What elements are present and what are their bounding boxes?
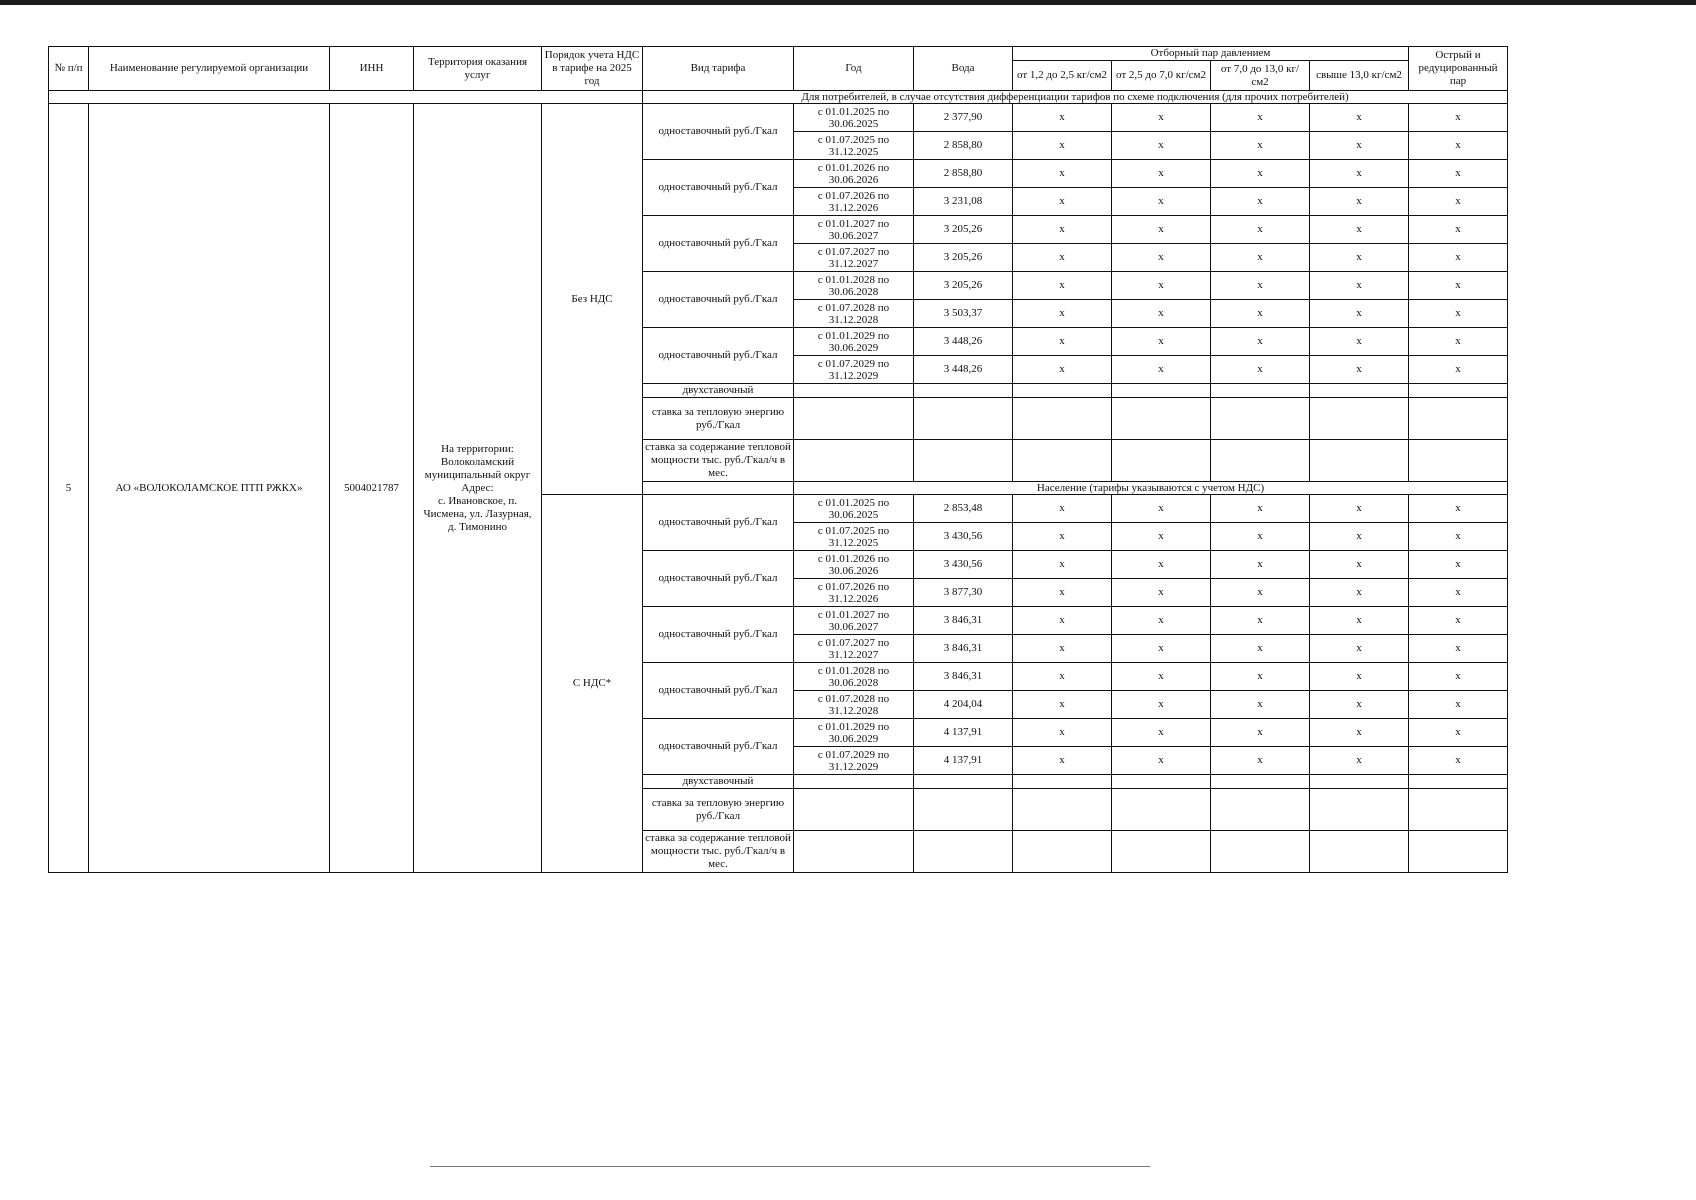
empty-cell: [1013, 398, 1112, 440]
period-cell: с 01.01.2026 по 30.06.2026: [794, 551, 914, 579]
x-mark: x: [1409, 188, 1508, 216]
water-value: 4 137,91: [914, 719, 1013, 747]
water-value: 3 231,08: [914, 188, 1013, 216]
empty-cell: [1409, 398, 1508, 440]
empty-cell: [1409, 789, 1508, 831]
empty-cell: [1112, 384, 1211, 398]
period-cell: с 01.07.2025 по 31.12.2025: [794, 523, 914, 551]
empty-cell: [914, 775, 1013, 789]
territory-line: с. Ивановское, п.: [437, 494, 518, 507]
x-mark: x: [1013, 328, 1112, 356]
x-mark: x: [1112, 607, 1211, 635]
vat-order-cell: Без НДС: [542, 104, 643, 495]
territory-line: На территории:: [441, 442, 514, 455]
x-mark: x: [1211, 272, 1310, 300]
x-mark: x: [1112, 244, 1211, 272]
section-population-label: Население (тарифы указываются с учетом НДС): [794, 482, 1508, 495]
period-cell: с 01.07.2028 по 31.12.2028: [794, 300, 914, 328]
period-cell: с 01.07.2025 по 31.12.2025: [794, 132, 914, 160]
period-cell: с 01.01.2027 по 30.06.2027: [794, 216, 914, 244]
x-mark: x: [1409, 607, 1508, 635]
x-mark: x: [1409, 635, 1508, 663]
water-value: 3 205,26: [914, 216, 1013, 244]
col-year-header: Год: [794, 47, 914, 91]
x-mark: x: [1310, 356, 1409, 384]
period-cell: с 01.07.2027 по 31.12.2027: [794, 244, 914, 272]
empty-cell: [1211, 384, 1310, 398]
tariff-type-energy-rate: ставка за тепловую энергию руб./Гкал: [643, 398, 794, 440]
period-cell: с 01.01.2025 по 30.06.2025: [794, 104, 914, 132]
x-mark: x: [1409, 216, 1508, 244]
header-row-1: [49, 47, 1508, 61]
tariff-sheet: [48, 46, 1508, 873]
empty-cell: [794, 775, 914, 789]
col-vat-header: Порядок учета НДС в тарифе на 2025 год: [542, 47, 643, 91]
x-mark: x: [1112, 356, 1211, 384]
tariff-type-energy-rate: ставка за тепловую энергию руб./Гкал: [643, 789, 794, 831]
x-mark: x: [1112, 300, 1211, 328]
tariff-type-two-rate: двухставочный: [643, 775, 794, 789]
empty-cell: [914, 398, 1013, 440]
x-mark: x: [1211, 747, 1310, 775]
org-name: АО «ВОЛОКОЛАМСКОЕ ПТП РЖКХ»: [89, 104, 330, 873]
water-value: 3 877,30: [914, 579, 1013, 607]
empty-cell: [1013, 440, 1112, 482]
empty-cell: [1310, 775, 1409, 789]
x-mark: x: [1211, 635, 1310, 663]
x-mark: x: [1310, 495, 1409, 523]
tariff-type-one-rate: одноставочный руб./Гкал: [643, 495, 794, 551]
col-org-header: Наименование регулируемой организации: [89, 47, 330, 91]
col-territory-header: Территория оказания услуг: [414, 47, 542, 91]
x-mark: x: [1013, 188, 1112, 216]
section-spacer: [49, 91, 643, 104]
x-mark: x: [1310, 579, 1409, 607]
period-cell: с 01.01.2028 по 30.06.2028: [794, 272, 914, 300]
x-mark: x: [1013, 356, 1112, 384]
x-mark: x: [1310, 747, 1409, 775]
period-cell: с 01.01.2029 по 30.06.2029: [794, 328, 914, 356]
x-mark: x: [1013, 523, 1112, 551]
top-border: [0, 0, 1696, 5]
empty-cell: [1409, 440, 1508, 482]
x-mark: x: [1013, 747, 1112, 775]
water-value: 3 846,31: [914, 635, 1013, 663]
x-mark: x: [1112, 747, 1211, 775]
x-mark: x: [1211, 104, 1310, 132]
period-cell: с 01.07.2026 по 31.12.2026: [794, 579, 914, 607]
x-mark: x: [1112, 663, 1211, 691]
x-mark: x: [1310, 719, 1409, 747]
empty-cell: [914, 789, 1013, 831]
water-value: 2 853,48: [914, 495, 1013, 523]
tariff-table: [48, 46, 1508, 873]
x-mark: x: [1211, 495, 1310, 523]
x-mark: x: [1112, 691, 1211, 719]
empty-cell: [1310, 384, 1409, 398]
empty-cell: [1409, 831, 1508, 873]
x-mark: x: [1310, 160, 1409, 188]
x-mark: x: [1310, 104, 1409, 132]
x-mark: x: [1211, 579, 1310, 607]
x-mark: x: [1013, 663, 1112, 691]
x-mark: x: [1211, 300, 1310, 328]
tariff-type-one-rate: одноставочный руб./Гкал: [643, 104, 794, 160]
section-spacer: [643, 482, 794, 495]
col-num-header: № п/п: [49, 47, 89, 91]
x-mark: x: [1112, 635, 1211, 663]
x-mark: x: [1112, 132, 1211, 160]
x-mark: x: [1310, 607, 1409, 635]
empty-cell: [1112, 398, 1211, 440]
x-mark: x: [1409, 579, 1508, 607]
tariff-type-one-rate: одноставочный руб./Гкал: [643, 551, 794, 607]
empty-cell: [794, 831, 914, 873]
x-mark: x: [1211, 663, 1310, 691]
water-value: 2 858,80: [914, 160, 1013, 188]
col-inn-header: ИНН: [330, 47, 414, 91]
empty-cell: [1310, 398, 1409, 440]
x-mark: x: [1409, 132, 1508, 160]
x-mark: x: [1310, 132, 1409, 160]
x-mark: x: [1112, 551, 1211, 579]
x-mark: x: [1310, 523, 1409, 551]
territory-line: муниципальный округ: [424, 468, 531, 481]
empty-cell: [914, 831, 1013, 873]
empty-cell: [794, 384, 914, 398]
x-mark: x: [1211, 188, 1310, 216]
empty-cell: [1211, 775, 1310, 789]
tariff-type-one-rate: одноставочный руб./Гкал: [643, 272, 794, 328]
x-mark: x: [1112, 272, 1211, 300]
x-mark: x: [1013, 104, 1112, 132]
empty-cell: [794, 398, 914, 440]
water-value: 2 377,90: [914, 104, 1013, 132]
x-mark: x: [1310, 635, 1409, 663]
col-p4-header: свыше 13,0 кг/см2: [1310, 61, 1409, 91]
x-mark: x: [1013, 719, 1112, 747]
empty-cell: [1211, 789, 1310, 831]
territory-line: Адрес:: [461, 481, 494, 494]
x-mark: x: [1013, 272, 1112, 300]
x-mark: x: [1013, 132, 1112, 160]
x-mark: x: [1211, 607, 1310, 635]
empty-cell: [1112, 440, 1211, 482]
period-cell: с 01.07.2027 по 31.12.2027: [794, 635, 914, 663]
x-mark: x: [1310, 244, 1409, 272]
empty-cell: [1112, 789, 1211, 831]
x-mark: x: [1013, 691, 1112, 719]
x-mark: x: [1112, 188, 1211, 216]
water-value: 3 205,26: [914, 244, 1013, 272]
empty-cell: [1211, 831, 1310, 873]
col-p1-header: от 1,2 до 2,5 кг/см2: [1013, 61, 1112, 91]
period-cell: с 01.01.2029 по 30.06.2029: [794, 719, 914, 747]
territory-line: д. Тимонино: [447, 520, 508, 533]
x-mark: x: [1310, 300, 1409, 328]
section-other-row: [49, 91, 1508, 104]
x-mark: x: [1409, 495, 1508, 523]
period-cell: с 01.01.2025 по 30.06.2025: [794, 495, 914, 523]
x-mark: x: [1211, 356, 1310, 384]
tariff-type-one-rate: одноставочный руб./Гкал: [643, 328, 794, 384]
x-mark: x: [1409, 747, 1508, 775]
col-p2-header: от 2,5 до 7,0 кг/см2: [1112, 61, 1211, 91]
water-value: 2 858,80: [914, 132, 1013, 160]
vat-order-cell: С НДС*: [542, 495, 643, 873]
x-mark: x: [1409, 300, 1508, 328]
tariff-type-two-rate: двухставочный: [643, 384, 794, 398]
x-mark: x: [1112, 328, 1211, 356]
empty-cell: [1013, 789, 1112, 831]
x-mark: x: [1112, 523, 1211, 551]
x-mark: x: [1211, 691, 1310, 719]
x-mark: x: [1409, 244, 1508, 272]
x-mark: x: [1013, 495, 1112, 523]
col-steam-group-header: Отборный пар давлением: [1013, 47, 1409, 61]
x-mark: x: [1409, 104, 1508, 132]
empty-cell: [1310, 831, 1409, 873]
x-mark: x: [1013, 635, 1112, 663]
x-mark: x: [1211, 523, 1310, 551]
x-mark: x: [1409, 719, 1508, 747]
col-water-header: Вода: [914, 47, 1013, 91]
tariff-type-one-rate: одноставочный руб./Гкал: [643, 216, 794, 272]
period-cell: с 01.01.2027 по 30.06.2027: [794, 607, 914, 635]
x-mark: x: [1310, 691, 1409, 719]
x-mark: x: [1112, 719, 1211, 747]
empty-cell: [1013, 831, 1112, 873]
territory-line: Чисмена, ул. Лазурная,: [423, 507, 532, 520]
x-mark: x: [1211, 719, 1310, 747]
x-mark: x: [1112, 579, 1211, 607]
tariff-type-one-rate: одноставочный руб./Гкал: [643, 607, 794, 663]
org-inn: 5004021787: [330, 104, 414, 873]
x-mark: x: [1013, 300, 1112, 328]
empty-cell: [1409, 775, 1508, 789]
water-value: 3 503,37: [914, 300, 1013, 328]
empty-cell: [794, 440, 914, 482]
x-mark: x: [1013, 607, 1112, 635]
empty-cell: [1013, 384, 1112, 398]
x-mark: x: [1112, 495, 1211, 523]
water-value: 3 846,31: [914, 663, 1013, 691]
x-mark: x: [1310, 328, 1409, 356]
x-mark: x: [1409, 691, 1508, 719]
water-value: 3 205,26: [914, 272, 1013, 300]
org-territory: [414, 104, 542, 873]
period-cell: с 01.07.2029 по 31.12.2029: [794, 747, 914, 775]
empty-cell: [794, 789, 914, 831]
x-mark: x: [1409, 160, 1508, 188]
x-mark: x: [1112, 104, 1211, 132]
water-value: 4 204,04: [914, 691, 1013, 719]
x-mark: x: [1013, 579, 1112, 607]
scan-artifact-line: [430, 1166, 1150, 1167]
empty-cell: [1211, 398, 1310, 440]
tariff-row: [49, 104, 1508, 132]
col-tariff-type-header: Вид тарифа: [643, 47, 794, 91]
x-mark: x: [1013, 216, 1112, 244]
territory-line: Волоколамский: [440, 455, 515, 468]
x-mark: x: [1310, 216, 1409, 244]
water-value: 3 448,26: [914, 356, 1013, 384]
x-mark: x: [1409, 328, 1508, 356]
water-value: 3 430,56: [914, 551, 1013, 579]
x-mark: x: [1409, 551, 1508, 579]
period-cell: с 01.07.2029 по 31.12.2029: [794, 356, 914, 384]
x-mark: x: [1211, 328, 1310, 356]
x-mark: x: [1310, 272, 1409, 300]
x-mark: x: [1211, 132, 1310, 160]
x-mark: x: [1013, 551, 1112, 579]
period-cell: с 01.01.2028 по 30.06.2028: [794, 663, 914, 691]
tariff-type-capacity-rate: ставка за содержание тепловой мощности тыс. руб./Гкал/ч в мес.: [643, 831, 794, 873]
x-mark: x: [1409, 523, 1508, 551]
x-mark: x: [1211, 216, 1310, 244]
x-mark: x: [1310, 663, 1409, 691]
water-value: 3 430,56: [914, 523, 1013, 551]
water-value: 3 448,26: [914, 328, 1013, 356]
tariff-type-capacity-rate: ставка за содержание тепловой мощности тыс. руб./Гкал/ч в мес.: [643, 440, 794, 482]
org-number: 5: [49, 104, 89, 873]
empty-cell: [1310, 440, 1409, 482]
x-mark: x: [1211, 244, 1310, 272]
col-p3-header: от 7,0 до 13,0 кг/см2: [1211, 61, 1310, 91]
x-mark: x: [1211, 160, 1310, 188]
water-value: 4 137,91: [914, 747, 1013, 775]
empty-cell: [1112, 831, 1211, 873]
x-mark: x: [1409, 663, 1508, 691]
period-cell: с 01.07.2026 по 31.12.2026: [794, 188, 914, 216]
tariff-type-one-rate: одноставочный руб./Гкал: [643, 719, 794, 775]
tariff-type-one-rate: одноставочный руб./Гкал: [643, 663, 794, 719]
section-other-label: Для потребителей, в случае отсутствия дифференциации тарифов по схеме подключения (для прочих потребителей): [643, 91, 1508, 104]
tariff-type-one-rate: одноставочный руб./Гкал: [643, 160, 794, 216]
x-mark: x: [1112, 160, 1211, 188]
empty-cell: [1211, 440, 1310, 482]
x-mark: x: [1013, 160, 1112, 188]
period-cell: с 01.07.2028 по 31.12.2028: [794, 691, 914, 719]
x-mark: x: [1310, 188, 1409, 216]
empty-cell: [1310, 789, 1409, 831]
x-mark: x: [1211, 551, 1310, 579]
empty-cell: [914, 440, 1013, 482]
x-mark: x: [1112, 216, 1211, 244]
empty-cell: [1409, 384, 1508, 398]
period-cell: с 01.01.2026 по 30.06.2026: [794, 160, 914, 188]
col-sharp-steam-header: Острый и редуцированный пар: [1409, 47, 1508, 91]
water-value: 3 846,31: [914, 607, 1013, 635]
empty-cell: [1013, 775, 1112, 789]
empty-cell: [1112, 775, 1211, 789]
x-mark: x: [1013, 244, 1112, 272]
empty-cell: [914, 384, 1013, 398]
x-mark: x: [1409, 356, 1508, 384]
x-mark: x: [1409, 272, 1508, 300]
x-mark: x: [1310, 551, 1409, 579]
